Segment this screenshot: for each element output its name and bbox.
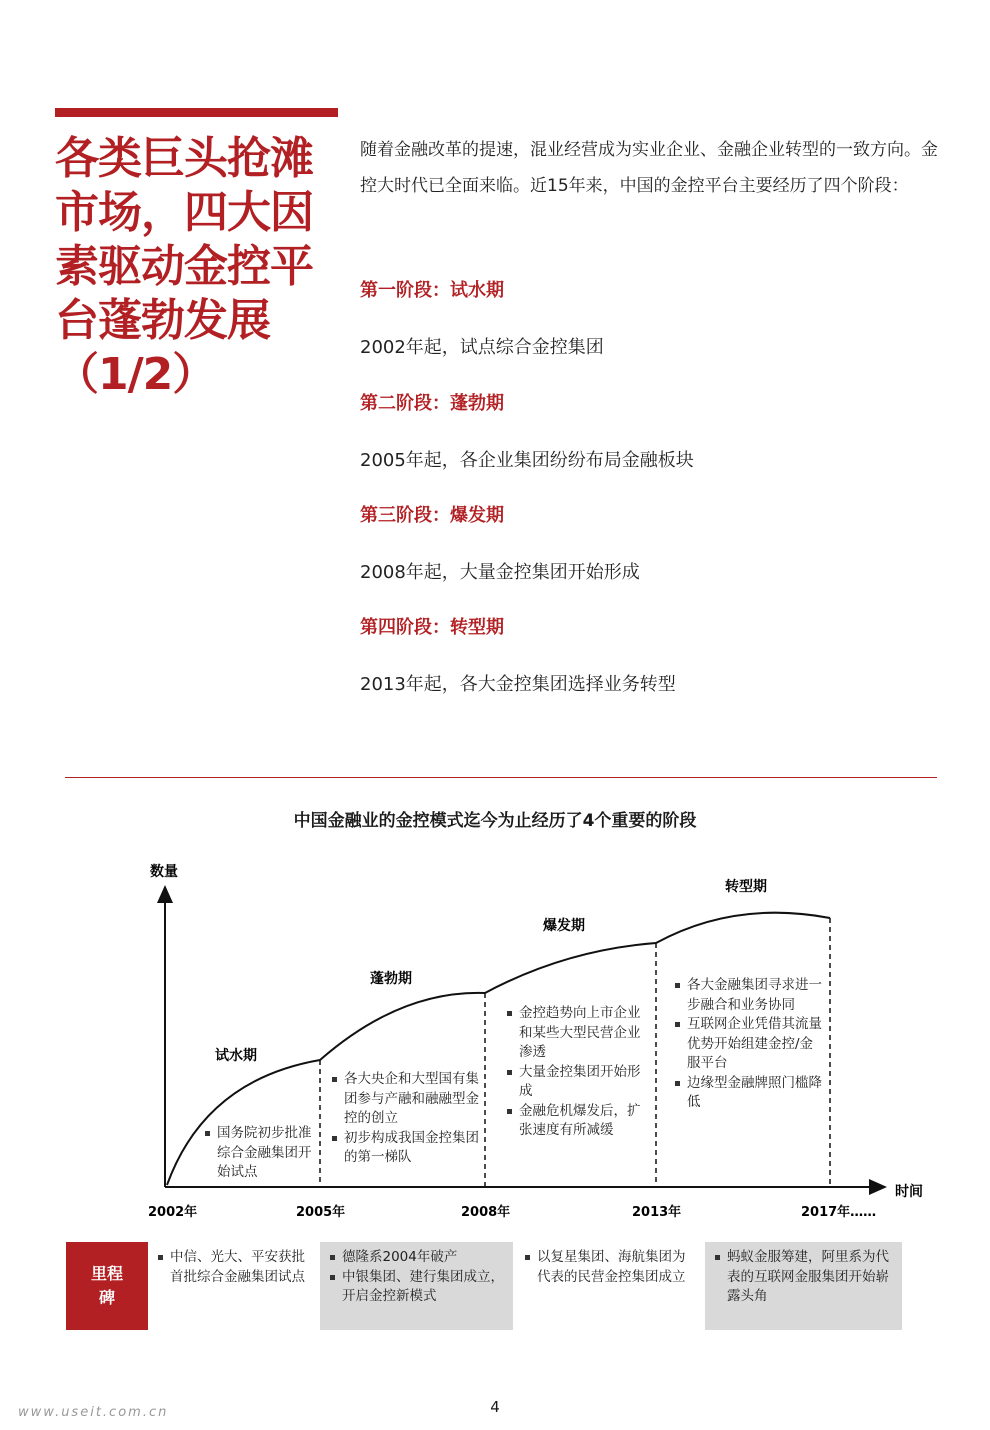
phase-3-notes [505, 1004, 645, 1141]
phase-1-note-1: 国务院初步批准综合金融集团开始试点 [203, 1124, 315, 1183]
phase-label-3: 爆发期 [543, 918, 585, 934]
milestone-2-item-2: 中银集团、建行集团成立，开启金控新模式 [328, 1268, 507, 1307]
milestone-2-item-1: 德隆系2004年破产 [328, 1248, 507, 1268]
title-line-4: 台蓬勃发展 [55, 295, 270, 346]
phase-4-note-3: 边缘型金融牌照门槛降低 [673, 1074, 823, 1113]
x-axis-label: 时间 [895, 1184, 923, 1200]
phase-1-notes [203, 1124, 315, 1183]
milestone-label-text: 里程碑 [90, 1264, 123, 1307]
title-line-2: 市场，四大因 [55, 187, 313, 238]
phase-3-note-3: 金融危机爆发后，扩张速度有所减缓 [505, 1102, 645, 1141]
phase-4-note-1: 各大金融集团寻求进一步融合和业务协同 [673, 976, 823, 1015]
phase-label-1: 试水期 [215, 1048, 257, 1064]
intro-paragraph: 随着金融改革的提速，混业经营成为实业企业、金融企业转型的一致方向。金控大时代已全面来临。近15年来，中国的金控平台主要经历了四个阶段： [360, 140, 938, 196]
x-tick-2013: 2013年 [632, 1205, 682, 1220]
milestone-1-item-1: 中信、光大、平安获批首批综合金融集团试点 [156, 1248, 312, 1287]
milestone-box-3 [515, 1242, 700, 1330]
stage-3-description: 2008年起，大量金控集团开始形成 [360, 562, 640, 583]
phase-2-note-1: 各大央企和大型国有集团参与产融和融融型金控的创立 [330, 1070, 480, 1129]
y-axis-label: 数量 [150, 864, 178, 880]
phase-2-notes [330, 1070, 480, 1168]
x-tick-2008: 2008年 [461, 1205, 511, 1220]
phase-2-note-2: 初步构成我国金控集团的第一梯队 [330, 1129, 480, 1168]
stage-2-heading: 第二阶段：蓬勃期 [360, 393, 504, 414]
stage-1-description: 2002年起，试点综合金控集团 [360, 337, 604, 358]
stage-4-description: 2013年起，各大金控集团选择业务转型 [360, 674, 676, 695]
milestone-box-1 [148, 1242, 318, 1330]
x-tick-2005: 2005年 [296, 1205, 346, 1220]
stage-4-heading: 第四阶段：转型期 [360, 617, 504, 638]
milestone-3-item-1: 以复星集团、海航集团为代表的民营金控集团成立 [523, 1248, 694, 1287]
x-tick-2017: 2017年…… [801, 1205, 877, 1220]
milestone-4-item-1: 蚂蚁金服筹建，阿里系为代表的互联网金服集团开始崭露头角 [713, 1248, 896, 1307]
phase-label-2: 蓬勃期 [370, 971, 412, 987]
title-line-5: （1/2） [55, 349, 216, 400]
x-tick-2002: 2002年 [148, 1205, 198, 1220]
stage-2-description: 2005年起，各企业集团纷纷布局金融板块 [360, 450, 694, 471]
stage-3-heading: 第三阶段：爆发期 [360, 505, 504, 526]
milestone-box-2 [320, 1242, 513, 1330]
page-number: 4 [490, 1398, 500, 1416]
stage-1-heading: 第一阶段：试水期 [360, 280, 504, 301]
title-line-1: 各类巨头抢滩 [55, 133, 313, 184]
phase-3-note-2: 大量金控集团开始形成 [505, 1063, 645, 1102]
chart-title: 中国金融业的金控模式迄今为止经历了4个重要的阶段 [293, 811, 697, 831]
milestone-label [66, 1242, 148, 1330]
phase-label-4: 转型期 [725, 879, 767, 895]
phase-3-note-1: 金控趋势向上市企业和某些大型民营企业渗透 [505, 1004, 645, 1063]
milestone-box-4 [705, 1242, 902, 1330]
title-line-3: 素驱动金控平 [55, 241, 313, 292]
phase-4-notes [673, 976, 823, 1113]
phase-4-note-2: 互联网企业凭借其流量优势开始组建金控/金服平台 [673, 1015, 823, 1074]
watermark-text: www.useit.com.cn [18, 1405, 169, 1420]
